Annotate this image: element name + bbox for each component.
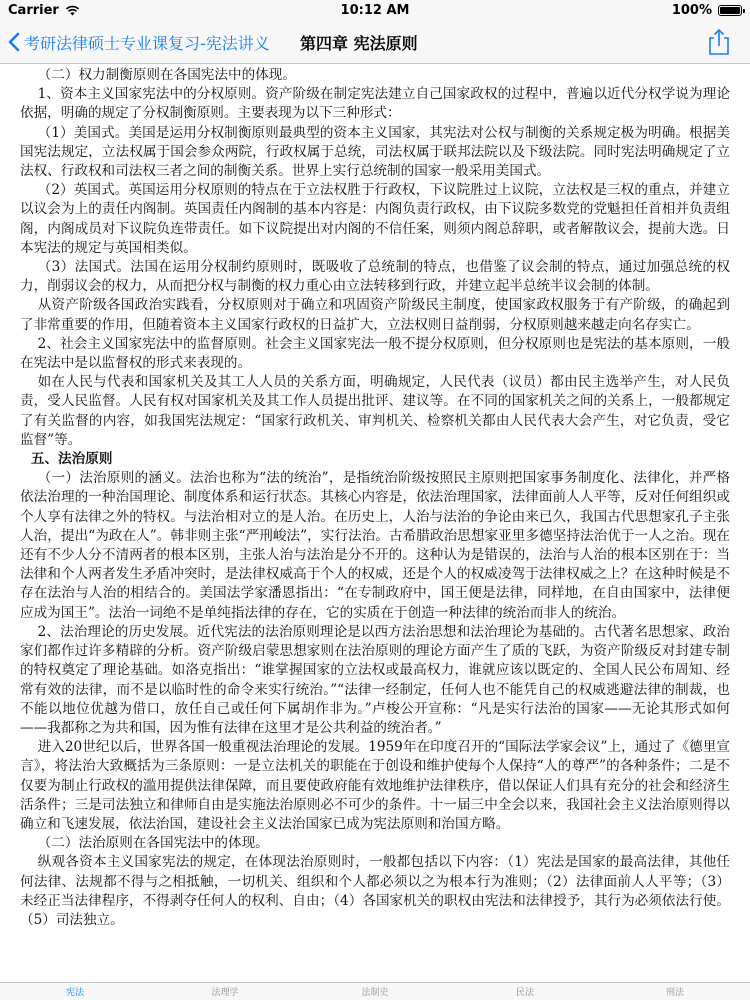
paragraph-6: 2、社会主义国家宪法中的监督原则。社会主义国家宪法一般不提分权原则，但分权原则也是宪法的基本原则，一般在宪法中是以监督权的形式来表现的。 (20, 335, 730, 372)
tab-criminal-law[interactable]: 刑法 (665, 988, 684, 998)
paragraph-9: （一）法治原则的涵义。法治也称为“法的统治”，是指统治阶级按照民主原则把国家事务制度化、法律化，并严格依法治理的一种治国理论、制度体系和运行状态。其核心内容是，依法治理国家，法律面前人人平等，反对任何组织或个人享有法律之外的特权。与法治相对立的是人治。在历史上，人治与法治的争论由来已久，我国古代思想家孔子主张人治，提出“为政在人”。韩非则主张“严刑峻法”，实行法治。古希腊政治思想家亚里多德坚持法治优于一人之治。现在还有不少人分不清两者的根本区别，主张人治与法治是分不开的。这种认为是错误的，法治与人治的根本区别在于：当法律和个人两者发生矛盾冲突时，是法律权威高于个人的权威，还是个人的权威凌驾于法律权威之上？在这种时候是不存在法治与人治的相结合的。美国法学家潘恩指出：“在专制政府中，国王便是法律，同样地，在自由国家中，法律便应成为国王”。法治一词绝不是单纯指法律的存在，它的实质在于创造一种法律的统治而非人的统治。 (20, 470, 730, 621)
battery-icon (718, 5, 742, 16)
navigation-bar (0, 20, 750, 64)
paragraph-7: 如在人民与代表和国家机关及其工人人员的关系方面，明确规定，人民代表（议员）都由民主选举产生，对人民负责，受人民监督。人民有权对国家机关及其工作人员提出批评、建议等。在不同的国家机关之间的关系上，一般都规定了有关监督的内容，如我国宪法规定：“国家行政机关、审判机关、检察机关都由人民代表大会产生，对它负责，受它监督”等。 (20, 374, 730, 448)
paragraph-10: 2、法治理论的历史发展。近代宪法的法治原则理论是以西方法治思想和法治理论为基础的。古代著名思想家、政治家们都作过许多精辟的分析。资产阶级启蒙思想家则在法治原则的理论方面产生了质的飞跃，为资产阶级反对封建专制的特权奠定了理论基础。如洛克指出：“谁掌握国家的立法权或最高权力，谁就应该以既定的、全国人民公布周知、经常有效的法律，而不是以临时性的命令来实行统治。”“法律一经制定，任何人也不能凭自己的权威逃避法律的制裁，也不能以地位优越为借口，放任自己或任何下属胡作非为。”卢梭公开宣称：“凡是实行法治的国家——无论其形式如何——我都称之为共和国，因为惟有法律在这里才是公共利益的统治者。” (20, 623, 730, 736)
paragraph-3: （2）英国式。英国运用分权原则的特点在于立法权胜于行政权，下议院胜过上议院，立法权是三权的重点，并建立以议会为上的责任内阁制。英国责任内阁制的基本内容是：内阁负责行政权，由下议院多数党的党魁担任首相并负责组阁，内阁成员对下议院负连带责任。如下议院提出对内阁的不信任案，则须内阁总辞职，或者解散议会，提前大选。日本宪法的规定与英国相类似。 (20, 182, 730, 256)
battery-percent: 100% (671, 2, 712, 18)
status-time: 10:12 AM (340, 2, 410, 18)
section-heading: 五、法治原则 (30, 451, 113, 468)
share-icon (706, 28, 732, 56)
tab-civil-law[interactable]: 民法 (515, 988, 534, 998)
share-button[interactable] (706, 28, 732, 56)
paragraph-5: 从资产阶级各国政治实践看，分权原则对于确立和巩固资产阶级民主制度，使国家政权服务于有产阶级，的确起到了非常重要的作用，但随着资本主义国家行政权的日益扩大，立法权则日益削弱，分权原则越来越走向名存实亡。 (20, 297, 730, 333)
back-button[interactable] (8, 20, 270, 64)
paragraph-1: 1、资本主义国家宪法中的分权原则。资产阶级在制定宪法建立自己国家政权的过程中，普遍以近代分权学说为理论依据，明确的规定了分权制衡原则。主要表现为以下三种形式： (20, 86, 730, 122)
tab-jurisprudence[interactable]: 法理学 (211, 988, 239, 998)
back-button-label: 考研法律硕士专业课复习-宪法讲义 (24, 33, 270, 53)
tab-constitution[interactable]: 宪法 (65, 988, 84, 998)
tab-bar (0, 982, 750, 1000)
chevron-left-icon (8, 32, 20, 52)
wifi-icon (65, 5, 80, 16)
paragraph-13: 纵观各资本主义国家宪法的规定，在体现法治原则时，一般都包括以下内容：（1）宪法是国家的最高法律，其他任何法律、法规都不得与之相抵触，一切机关、组织和个人都必须以之为根本行为准则；（2）法律面前人人平等；（3）未经正当法律程序，不得剥夺任何人的权利、自由；（4）各国家机关的职权由宪法和法律授予，其行为必须依法行使。（5）司法独立。 (20, 854, 730, 928)
status-bar (0, 0, 750, 20)
tab-legal-history[interactable]: 法制史 (361, 988, 389, 998)
paragraph-11: 进入20世纪以后，世界各国一般重视法治理论的发展。1959年在印度召开的“国际法学家会议”上，通过了《德里宣言》，将法治大致概括为三条原则：一是立法机关的职能在于创设和维护使每个人保持“人的尊严”的各种条件；二是不仅要为制止行政权的滥用提供法律保障，而且要使政府能有效地维护法律秩序，借以保证人们具有充分的社会和经济生活条件；三是司法独立和律师自由是实施法治原则必不可少的条件。十一届三中全会以来，我国社会主义法治原则得以确立和飞速发展，依法治国，建设社会主义法治国家已成为宪法原则和治国方略。 (20, 739, 730, 832)
paragraph-2: （1）美国式。美国是运用分权制衡原则最典型的资本主义国家，其宪法对公权与制衡的关系规定极为明确。根据美国宪法规定，立法权属于国会参众两院，行政权属于总统，司法权属于联邦法院以及下级法院。同时宪法明确规定了立法权、行政权和司法权三者之间的制衡关系。世界上实行总统制的国家一般采用美国式。 (20, 124, 730, 180)
status-right (672, 3, 742, 18)
paragraph-12: （二）法治原则在各国宪法中的体现。 (37, 835, 269, 852)
paragraph-0: （二）权力制衡原则在各国宪法中的体现。 (37, 67, 296, 83)
page-title: 第四章 宪法原则 (300, 33, 418, 53)
paragraph-4: （3）法国式。法国在运用分权制约原则时，既吸收了总统制的特点，也借鉴了议会制的特点，通过加强总统的权力，削弱议会的权力，从而把分权与制衡的权力重心由立法转移到行政，并建立起半总统半议会制的体制。 (20, 259, 730, 295)
document-content[interactable] (0, 64, 750, 984)
status-left (8, 3, 80, 18)
carrier-label: Carrier (8, 2, 59, 18)
